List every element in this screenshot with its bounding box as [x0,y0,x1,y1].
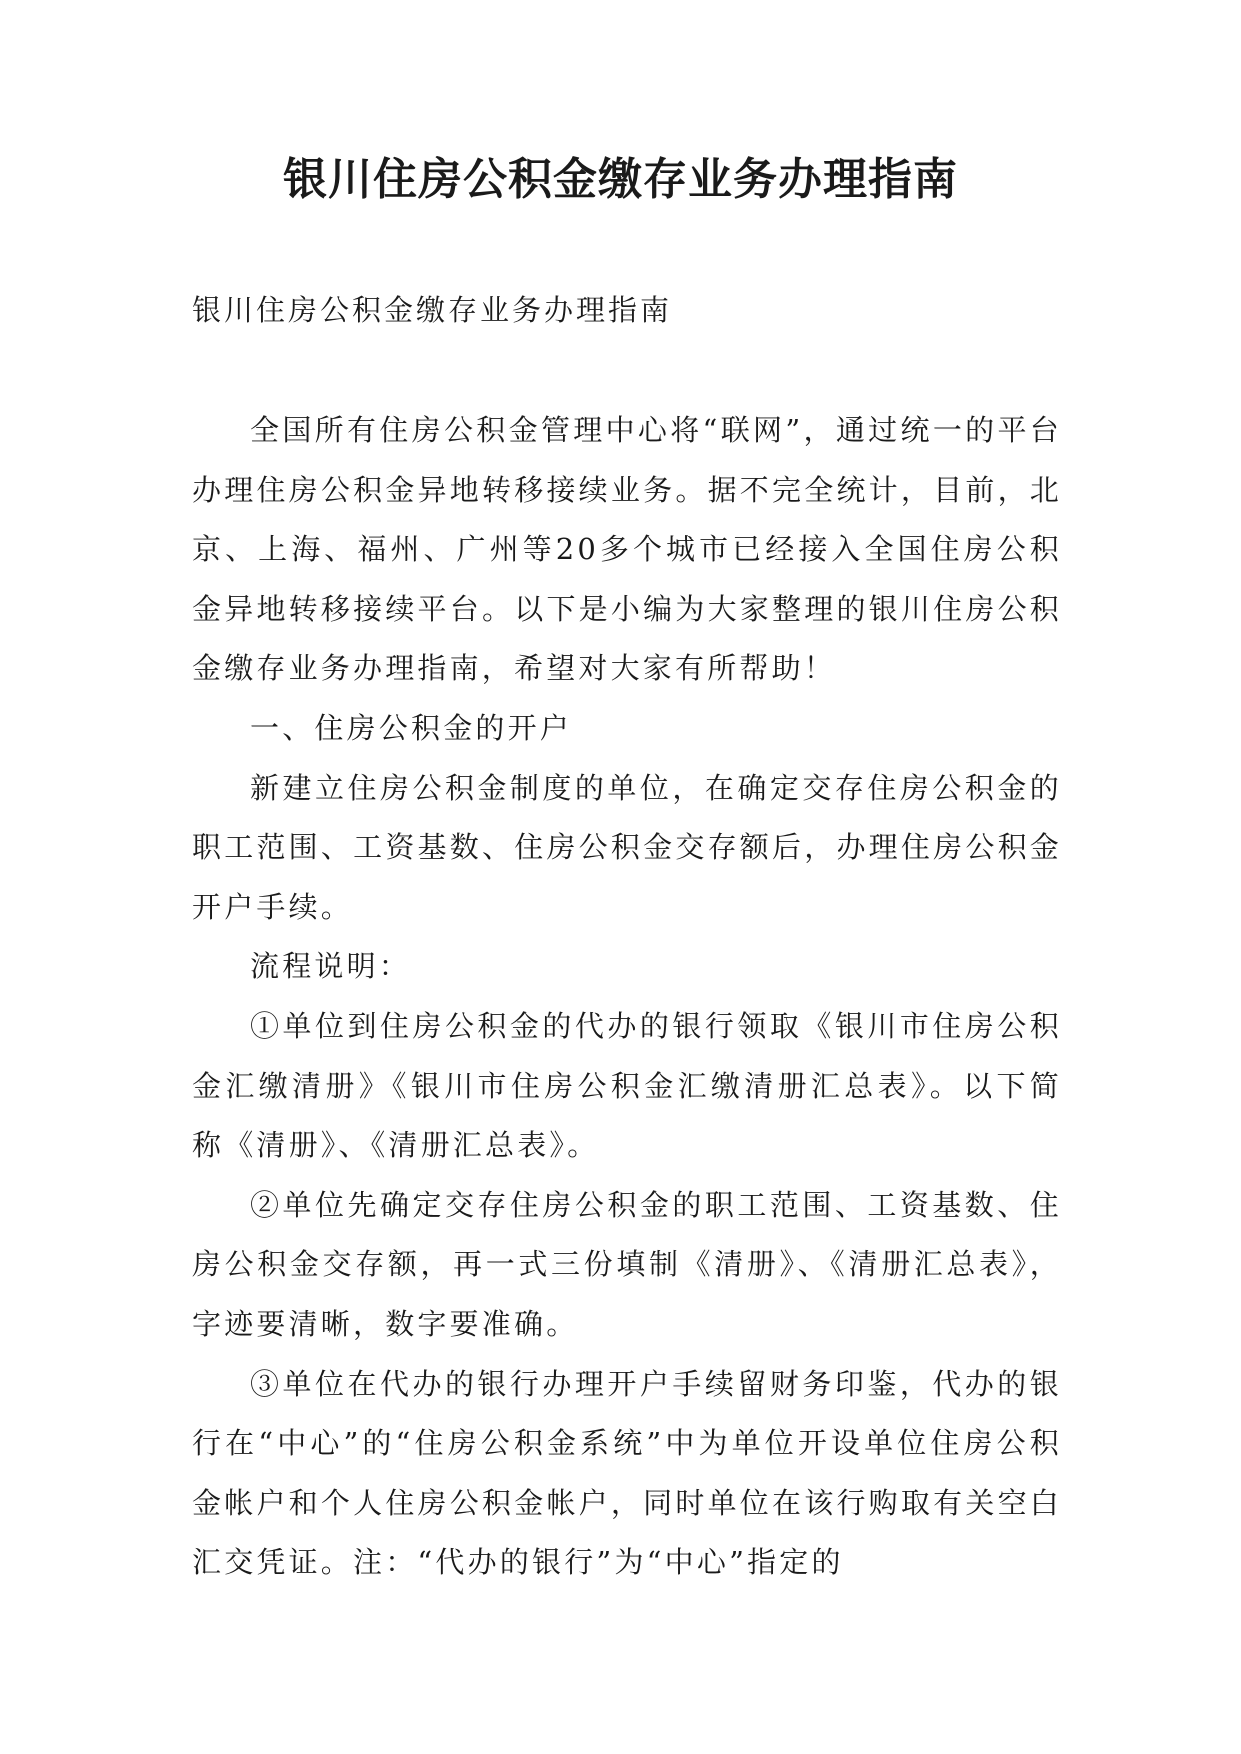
process-step-1: ①单位到住房公积金的代办的银行领取《银川市住房公积金汇缴清册》《银川市住房公积金汇缴清册汇总表》。以下简称《清册》、《清册汇总表》。 [192,1008,1062,1163]
document-body [192,401,1062,1593]
process-step-2: ②单位先确定交存住房公积金的职工范围、工资基数、住房公积金交存额，再一式三份填制《清册》、《清册汇总表》，字迹要清晰，数字要准确。 [192,1187,1062,1341]
paragraph-account-opening: 新建立住房公积金制度的单位，在确定交存住房公积金的职工范围、工资基数、住房公积金交存额后，办理住房公积金开户手续。 [192,770,1062,924]
process-heading: 流程说明： [250,949,412,984]
document-title: 银川住房公积金缴存业务办理指南 [283,154,958,205]
section-heading-account-opening: 一、住房公积金的开户 [250,710,573,745]
document-subtitle: 银川住房公积金缴存业务办理指南 [192,293,673,327]
process-step-3: ③单位在代办的银行办理开户手续留财务印鉴，代办的银行在“中心”的“住房公积金系统”中为单位开设单位住房公积金帐户和个人住房公积金帐户，同时单位在该行购取有关空白汇交凭证。注：“代办的银行”为“中心”指定的 [192,1366,1062,1580]
paragraph-intro: 全国所有住房公积金管理中心将“联网”，通过统一的平台办理住房公积金异地转移接续业务。据不完全统计，目前，北京、上海、福州、广州等20多个城市已经接入全国住房公积金异地转移接续平台。以下是小编为大家整理的银川住房公积金缴存业务办理指南，希望对大家有所帮助！ [192,413,1062,686]
